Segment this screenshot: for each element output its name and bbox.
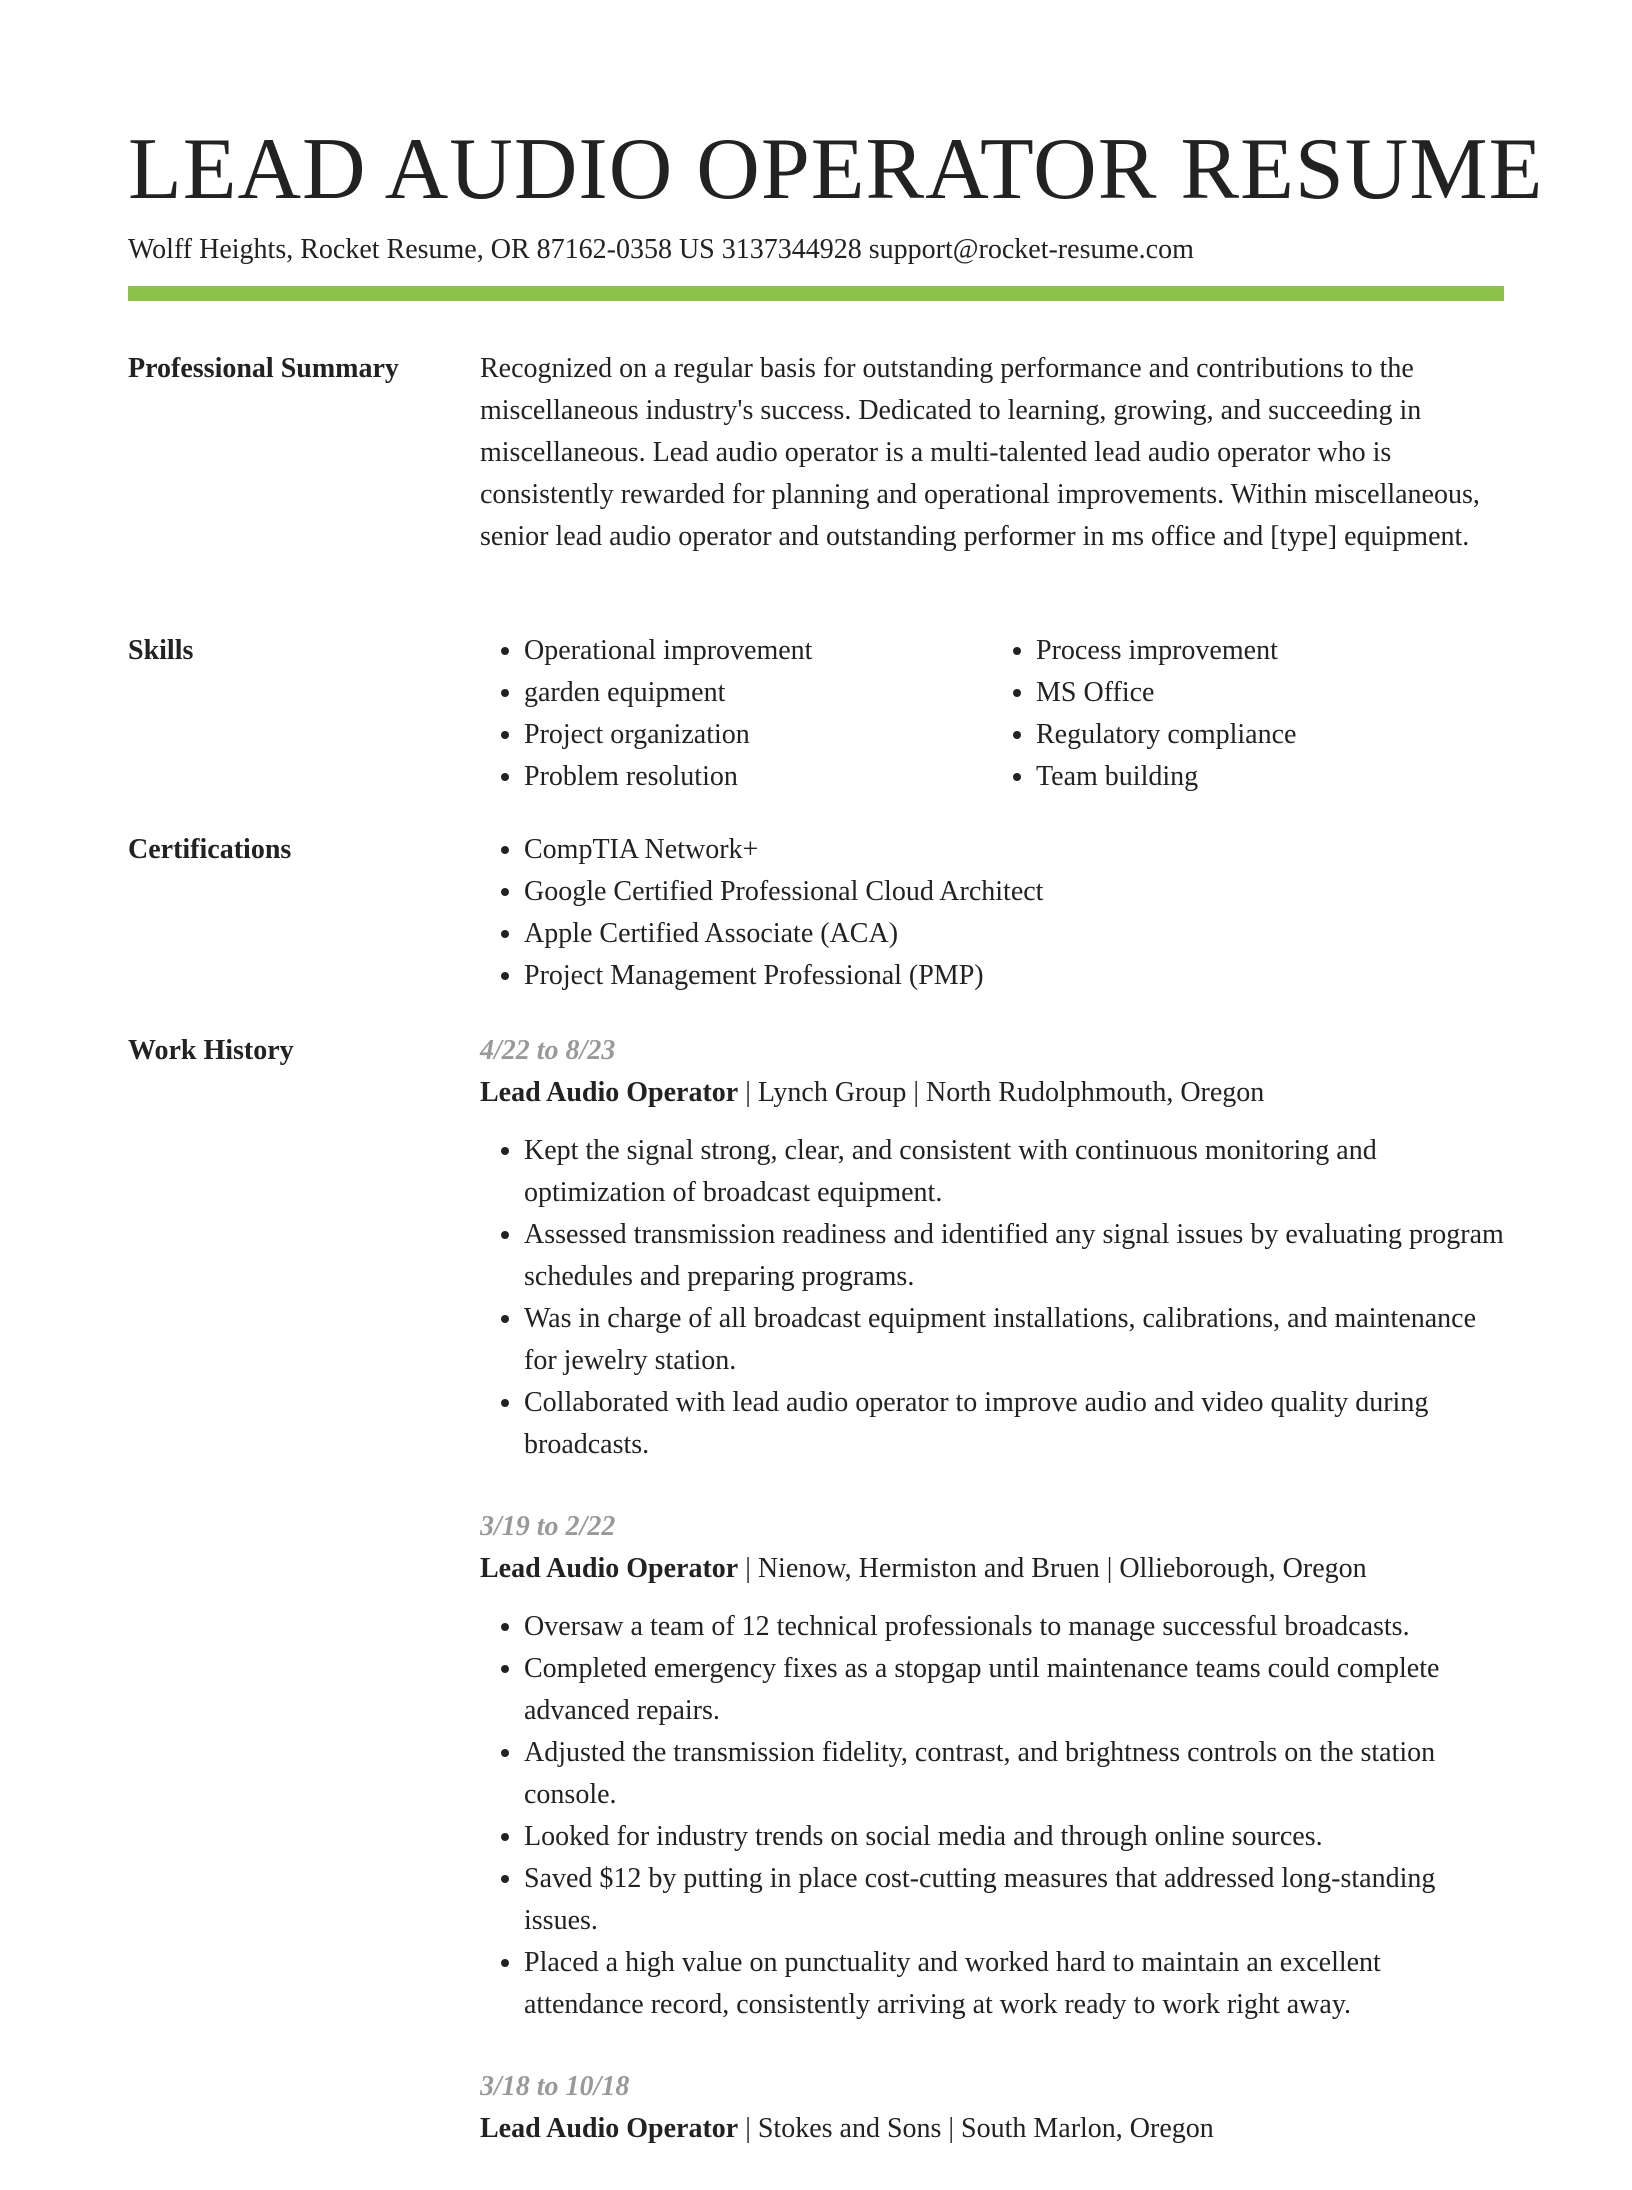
list-item: • Looked for industry trends on social media and through online sources. xyxy=(524,1816,1504,1858)
certifications-list xyxy=(480,829,1504,997)
job-title: Lead Audio Operator xyxy=(480,2113,739,2144)
skills-list-left xyxy=(480,630,992,798)
job-bullets xyxy=(480,1130,1504,1466)
summary-text: Recognized on a regular basis for outstanding performance and contributions to the miscellaneous industry's success. Dedicated to learning, growing, and succeeding in miscellaneous. Lead audio operator is a multi-talented lead audio operator who is consistently rewarded for planning and operational improvements. Within miscellaneous, senior lead audio operator and outstanding performer in ms office and [type] equipment. xyxy=(480,353,1480,552)
job-heading xyxy=(480,1072,1504,1114)
job-heading xyxy=(480,1548,1504,1590)
list-item: • CompTIA Network+ xyxy=(524,829,1504,871)
list-item: • Operational improvement xyxy=(524,630,992,672)
job-details: | Nienow, Hermiston and Bruen | Ollieborough, Oregon xyxy=(738,1553,1367,1584)
list-item: • Apple Certified Associate (ACA) xyxy=(524,913,1504,955)
job-title: Lead Audio Operator xyxy=(480,1077,739,1108)
list-item: • Completed emergency fixes as a stopgap until maintenance teams could complete advanced repairs. xyxy=(524,1648,1504,1732)
job-dates: 3/18 to 10/18 xyxy=(480,2071,630,2102)
list-item: • MS Office xyxy=(1036,672,1504,714)
work-history-body xyxy=(480,1030,1504,2190)
certifications-heading: Certifications xyxy=(128,834,292,865)
list-item: • Project organization xyxy=(524,714,992,756)
list-item: • Problem resolution xyxy=(524,756,992,798)
list-item: • Oversaw a team of 12 technical professionals to manage successful broadcasts. xyxy=(524,1606,1504,1648)
list-item: • garden equipment xyxy=(524,672,992,714)
list-item: • Kept the signal strong, clear, and consistent with continuous monitoring and optimization of broadcast equipment. xyxy=(524,1130,1504,1214)
job-entry xyxy=(480,2066,1504,2150)
job-details: | Lynch Group | North Rudolphmouth, Oregon xyxy=(738,1077,1265,1108)
list-item: • Saved $12 by putting in place cost-cutting measures that addressed long-standing issues. xyxy=(524,1858,1504,1942)
list-item: • Placed a high value on punctuality and worked hard to maintain an excellent attendance record, consistently arriving at work ready to work right away. xyxy=(524,1942,1504,2026)
job-entry xyxy=(480,1030,1504,1466)
job-details: | Stokes and Sons | South Marlon, Oregon xyxy=(738,2113,1214,2144)
job-title: Lead Audio Operator xyxy=(480,1553,739,1584)
skills-list-right xyxy=(992,630,1504,798)
job-bullets xyxy=(480,1606,1504,2026)
accent-divider xyxy=(128,286,1504,301)
job-heading xyxy=(480,2108,1504,2150)
job-entry xyxy=(480,1506,1504,2026)
skills-body xyxy=(480,630,1504,798)
contact-line: Wolff Heights, Rocket Resume, OR 87162-0358 US 3137344928 support@rocket-resume.com xyxy=(128,234,1194,265)
list-item: • Regulatory compliance xyxy=(1036,714,1504,756)
list-item: • Adjusted the transmission fidelity, contrast, and brightness controls on the station console. xyxy=(524,1732,1504,1816)
list-item: • Was in charge of all broadcast equipment installations, calibrations, and maintenance for jewelry station. xyxy=(524,1298,1504,1382)
resume-title: LEAD AUDIO OPERATOR RESUME xyxy=(128,121,1544,218)
summary-heading: Professional Summary xyxy=(128,353,399,384)
skills-heading: Skills xyxy=(128,635,194,666)
summary-body xyxy=(480,348,1504,558)
list-item: • Collaborated with lead audio operator to improve audio and video quality during broadcasts. xyxy=(524,1382,1504,1466)
list-item: • Team building xyxy=(1036,756,1504,798)
certifications-body xyxy=(480,829,1504,997)
list-item: • Project Management Professional (PMP) xyxy=(524,955,1504,997)
work-history-heading: Work History xyxy=(128,1035,294,1066)
job-dates: 4/22 to 8/23 xyxy=(480,1035,616,1066)
list-item: • Google Certified Professional Cloud Architect xyxy=(524,871,1504,913)
list-item: • Assessed transmission readiness and identified any signal issues by evaluating program schedules and preparing programs. xyxy=(524,1214,1504,1298)
job-dates: 3/19 to 2/22 xyxy=(480,1511,616,1542)
list-item: • Process improvement xyxy=(1036,630,1504,672)
